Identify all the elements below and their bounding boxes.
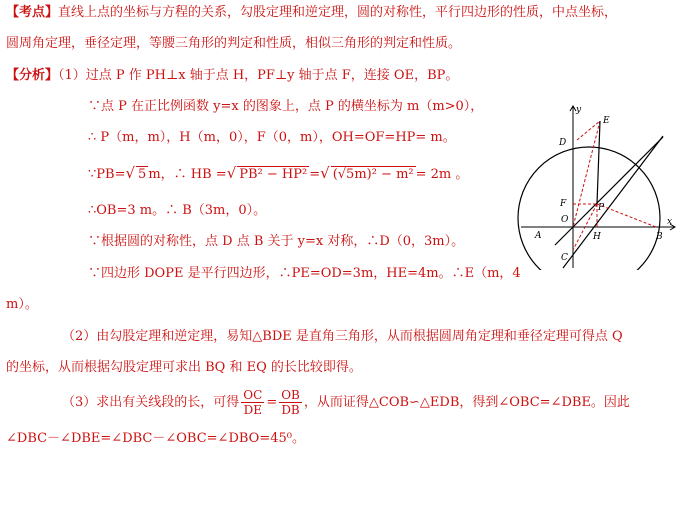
frac1-den: DE (243, 403, 262, 417)
root-2: PB² − HP² (239, 167, 308, 182)
frac1-num: OC (243, 388, 263, 402)
fenxi-para-2a: （2）由勾股定理和逆定理，易知△BDE 是直角三角形，从而根据圆周角定理和垂径定理可得点 Q (62, 329, 623, 344)
root-3: (√5m)² − m² (332, 167, 414, 182)
label-x: x (667, 217, 673, 227)
fenxi-para-2b: 的坐标，从而根据勾股定理可求出 BQ 和 EQ 的长比较即得。 (6, 360, 362, 375)
dashed-eo (573, 121, 600, 227)
fenxi-line-7: ∵四边形 DOPE 是平行四边形，∴PE=OD=3m，HE=4m。∴E（m，4 (88, 266, 521, 281)
l4-part-b: m，∴ HB = (148, 167, 227, 182)
frac2-den: DB (281, 403, 300, 417)
fenxi-line-1 (6, 68, 458, 84)
frac2-num: OB (281, 388, 300, 402)
fenxi-line-3: ∴ P（m，m），H（m，0），F（0，m），OH=OF=HP= m。 (88, 130, 456, 145)
radical-sign-3: √ (320, 164, 330, 182)
fraction-ob-db (279, 388, 302, 417)
p3-part-b: ，从而证得△COB∽△EDB，得到∠OBC=∠DBE。因此 (303, 395, 630, 410)
kaodian-line-1 (6, 5, 617, 21)
label-c: C (561, 253, 568, 263)
geometry-figure (515, 100, 685, 270)
l4-part-d: = 2m 。 (415, 167, 469, 182)
p3-part-a: （3）求出有关线段的长，可得 (62, 395, 240, 410)
fenxi-text-1: （1）过点 P 作 PH⊥x 轴于点 H，PF⊥y 轴于点 F，连接 OE，BP。 (58, 68, 459, 83)
fenxi-line-8: m）。 (6, 297, 38, 312)
dashed-pb (597, 204, 656, 227)
label-b: B (656, 232, 663, 242)
label-a: A (535, 231, 542, 241)
kaodian-text-1: 直线上点的坐标与方程的关系，勾股定理和逆定理，圆的对称性，平行四边形的性质，中点坐标， (58, 5, 618, 20)
dashed-de (577, 121, 600, 140)
fenxi-line-4 (88, 165, 468, 183)
label-f: F (560, 199, 567, 209)
fenxi-line-2: ∵点 P 在正比例函数 y=x 的图象上，点 P 的横坐标为 m（m>0）， (88, 99, 484, 114)
fenxi-line-5: ∴OB=3 m。∴ B（3m，0）。 (88, 203, 267, 218)
kaodian-text-2: 圆周角定理，垂径定理，等腰三角形的判定和性质，相似三角形的判定和性质。 (6, 36, 462, 51)
kaodian-line-2 (6, 36, 461, 52)
equals-sign: = (266, 395, 278, 410)
label-y: y (576, 105, 582, 115)
fenxi-para-3c: ∠DBC－∠DBE=∠DBC－∠OBC=∠DBO=45⁰。 (6, 431, 305, 446)
fenxi-tag: 【分析】 (6, 68, 59, 83)
radical-sign-2: √ (226, 164, 237, 182)
fraction-oc-de (241, 388, 264, 417)
segment-pe (597, 121, 600, 204)
kaodian-tag: 【考点】 (6, 5, 59, 20)
root-1: 5 (138, 167, 147, 182)
label-o: O (561, 215, 569, 225)
l4-part-c: = (309, 167, 321, 182)
fenxi-para-3a (62, 388, 630, 418)
fenxi-line-6: ∵根据圆的对称性，点 D 点 B 关于 y=x 对称，∴D（0，3m）。 (88, 234, 465, 249)
label-e: E (603, 116, 610, 126)
line-y-equals-x (555, 137, 663, 245)
line-bc (563, 136, 663, 268)
radical-sign-1: √ (125, 164, 136, 182)
l4-part-a: ∵PB= (88, 167, 126, 182)
label-p: P (598, 203, 605, 213)
label-h: H (593, 232, 601, 242)
label-d: D (559, 138, 567, 148)
